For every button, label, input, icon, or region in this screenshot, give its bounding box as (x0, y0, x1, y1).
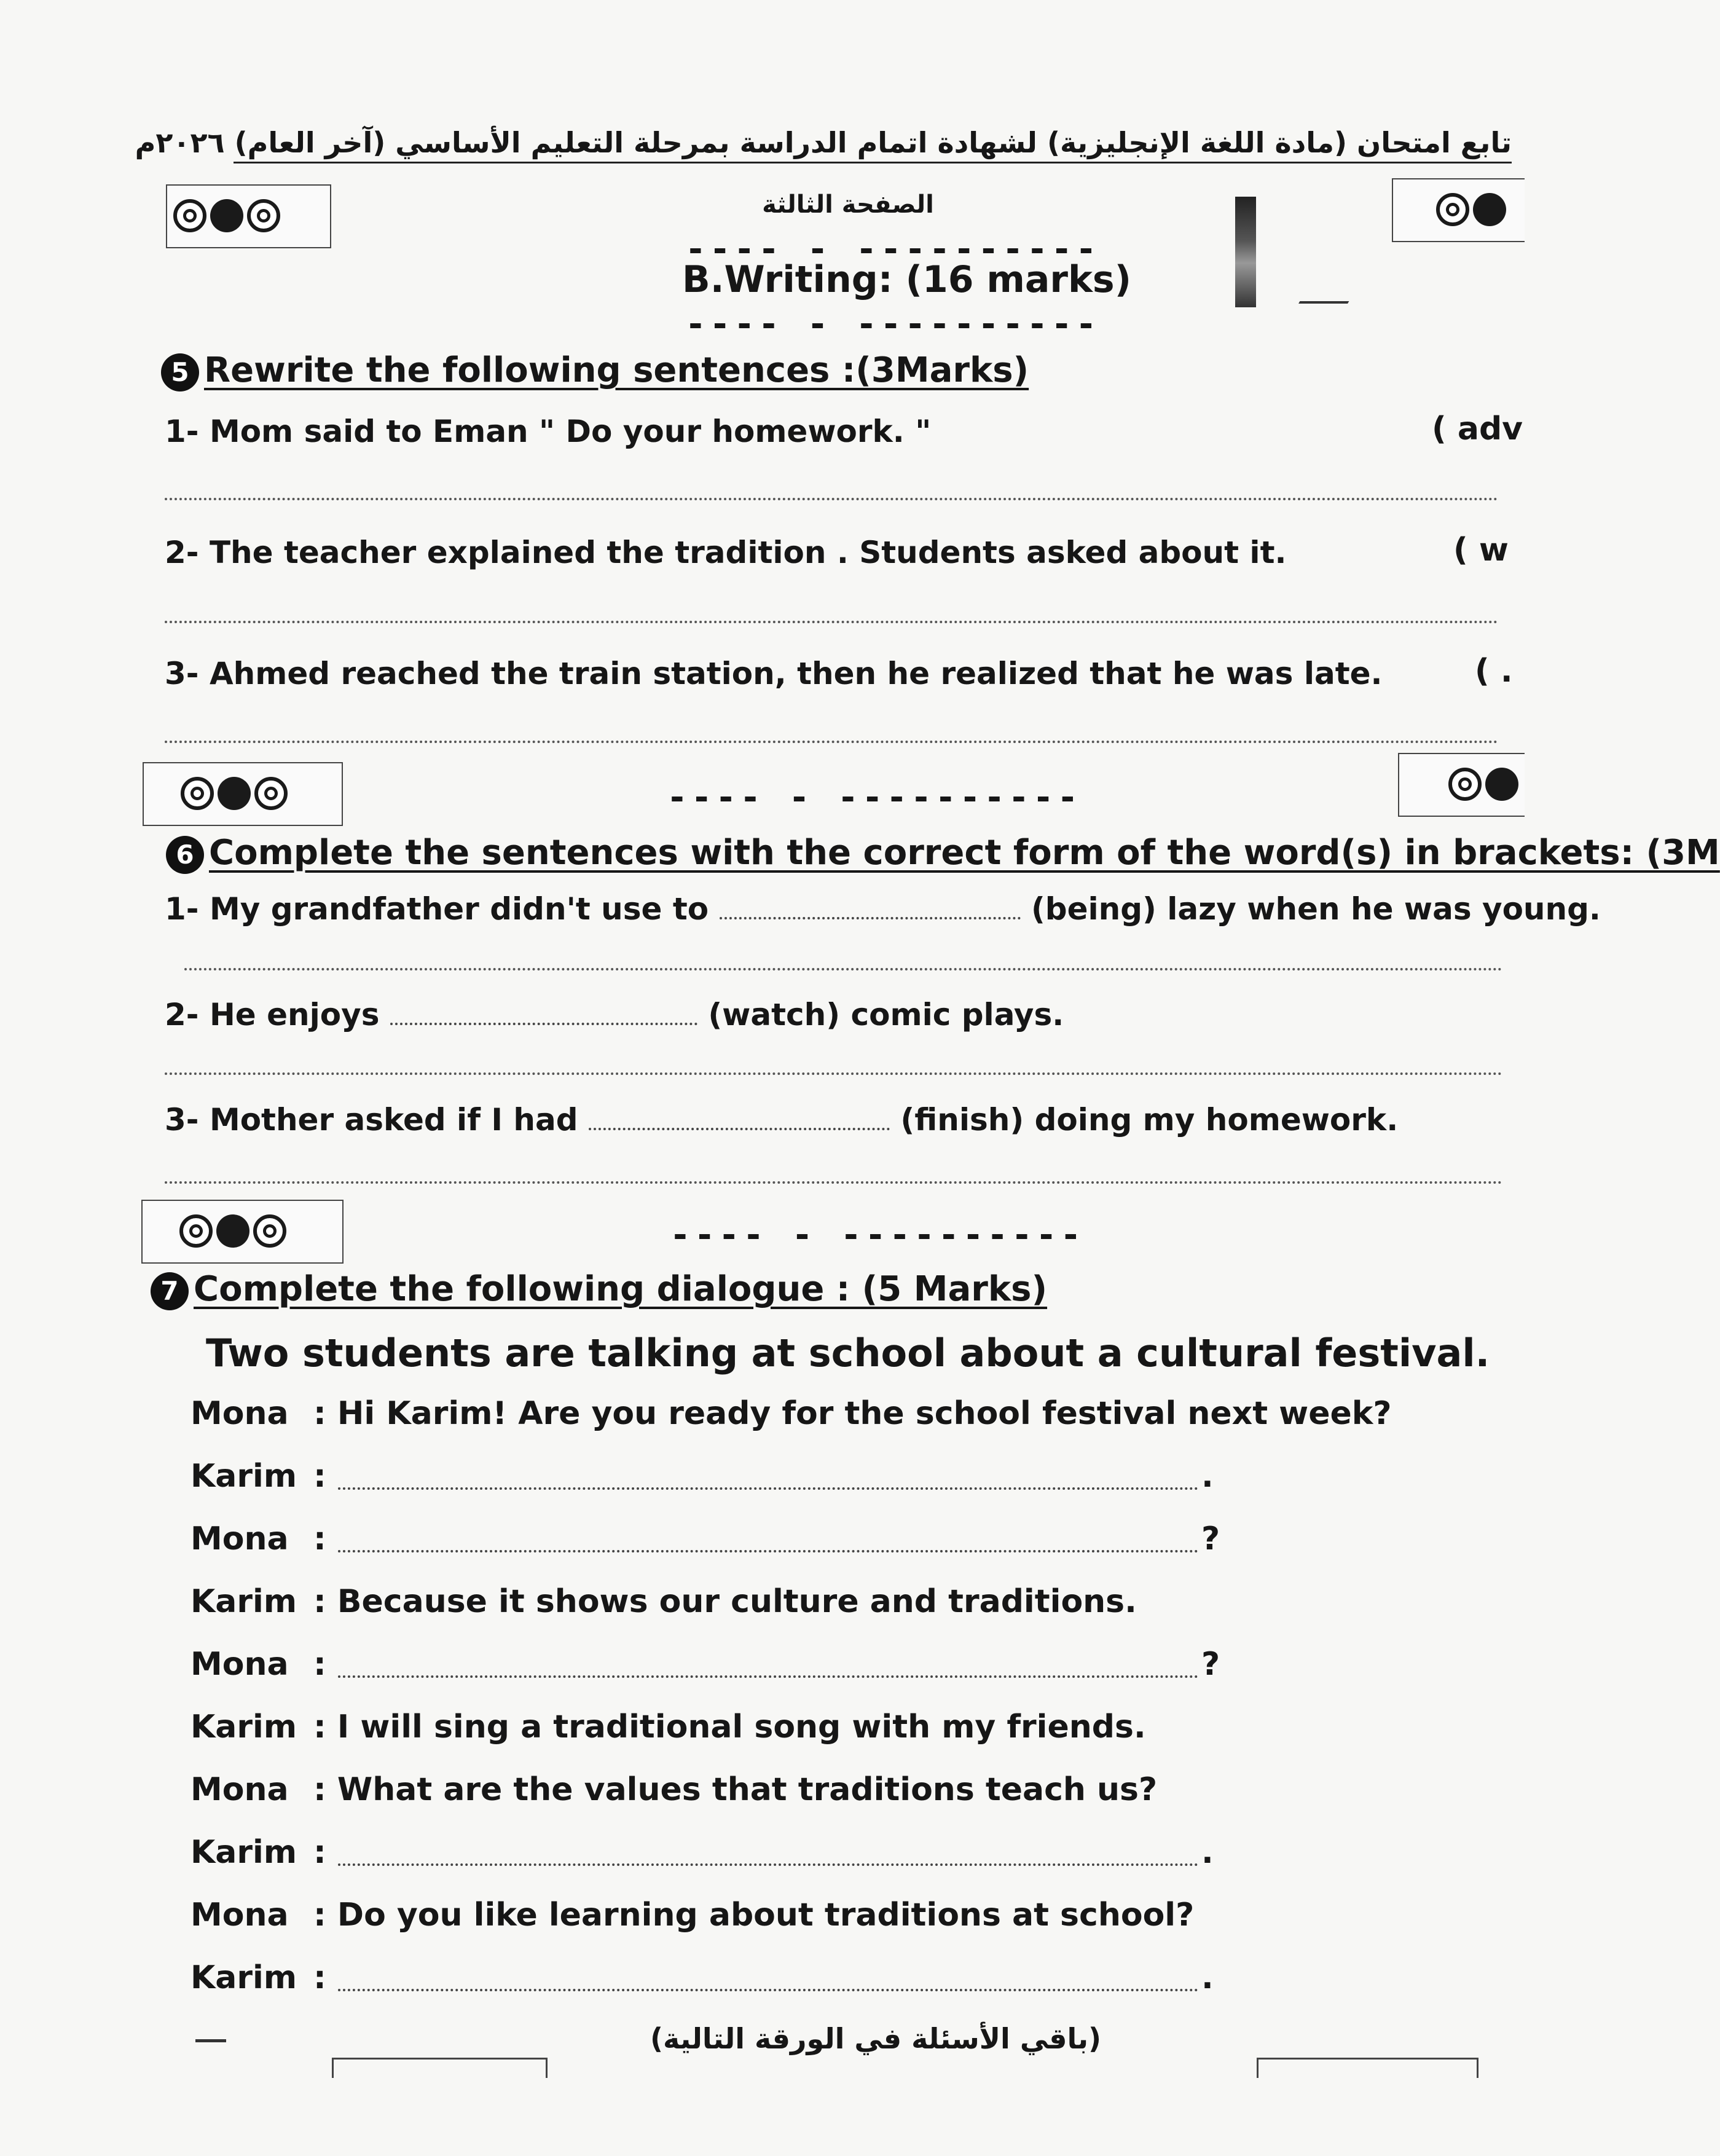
blank-field[interactable] (720, 892, 1021, 919)
dialogue-speaker: Mona (190, 1771, 289, 1808)
section-title: B.Writing: (16 marks) (682, 258, 1132, 301)
q5-item-1: 1- Mom said to Eman " Do your homework. " (165, 414, 932, 449)
footer-note: (باقي الأسئلة في الورقة التالية) (650, 2022, 1102, 2055)
footer-mark-icon (195, 2039, 226, 2048)
answer-line[interactable] (184, 968, 1502, 970)
dialogue-row (190, 1458, 1481, 1521)
score-circle-icon (254, 777, 288, 810)
dialogue-text: : (313, 1959, 326, 1996)
q6-item-3 (165, 1102, 1398, 1138)
question-number-badge: 6 (166, 836, 204, 874)
score-circle-icon (173, 199, 206, 232)
dialogue-speaker: Mona (190, 1521, 289, 1557)
divider-dashes: ---- - ---------- (685, 304, 1101, 344)
answer-line[interactable] (165, 1181, 1502, 1184)
q6-title: Complete the sentences with the correct form of the word(s) in brackets: (3M (209, 833, 1720, 873)
q6-item-1-before: 1- My grandfather didn't use to (165, 891, 709, 927)
dialogue-row (190, 1709, 1481, 1771)
dialogue-text: : Hi Karim! Are you ready for the school festival next week? (313, 1395, 1392, 1432)
footer-box-right (1257, 2058, 1478, 2078)
score-box-top-left (166, 184, 331, 248)
dialogue-text: : (313, 1834, 326, 1871)
dialogue-text: : What are the values that traditions teach us? (313, 1771, 1158, 1808)
dialogue-end-punct: . (1201, 1834, 1214, 1871)
score-box-q6 (141, 1200, 344, 1264)
dialogue-speaker: Mona (190, 1897, 289, 1934)
score-circle-icon (1473, 193, 1506, 226)
q6-item-2-before: 2- He enjoys (165, 997, 380, 1033)
exam-header: تابع امتحان (مادة اللغة الإنجليزية) لشهادة اتمام الدراسة بمرحلة التعليم الأساسي (آخر العام) ٢٠٢٦م (234, 126, 1512, 163)
dialogue-end-punct: . (1201, 1959, 1214, 1996)
answer-line[interactable] (165, 1072, 1502, 1075)
q5-heading (161, 350, 1029, 391)
q5-hint-2: ( w (1453, 532, 1509, 569)
dialogue-speaker: Karim (190, 1458, 297, 1495)
q7-heading (151, 1269, 1047, 1310)
dialogue-blank[interactable] (338, 1550, 1198, 1552)
signature-mark-icon (1298, 289, 1356, 304)
q6-item-3-after: (finish) doing my homework. (900, 1102, 1399, 1138)
question-number-badge: 7 (151, 1272, 189, 1310)
q7-situation: Two students are talking at school about a cultural festival. (206, 1331, 1490, 1375)
score-circle-icon (247, 199, 280, 232)
dialogue-row (190, 1834, 1481, 1897)
q5-item-2: 2- The teacher explained the tradition . Students asked about it. (165, 535, 1287, 570)
dialogue-speaker: Karim (190, 1834, 297, 1871)
q6-item-1-after: (being) lazy when he was young. (1031, 891, 1601, 927)
dialogue-text: : (313, 1646, 326, 1683)
footer-box-left (332, 2058, 548, 2078)
dialogue-text: : Do you like learning about traditions at school? (313, 1897, 1195, 1934)
page-label: الصفحة الثالثة (762, 191, 934, 219)
dialogue-text: : (313, 1521, 326, 1557)
dialogue-blank[interactable] (338, 1989, 1198, 1991)
blank-field[interactable] (589, 1103, 890, 1130)
dialogue-row (190, 1897, 1481, 1959)
q5-hint-3: ( . (1475, 653, 1513, 690)
dialogue-speaker: Karim (190, 1583, 297, 1620)
dialogue-text: : (313, 1458, 326, 1495)
q7-title: Complete the following dialogue : (5 Marks) (194, 1269, 1048, 1309)
q5-item-3: 3- Ahmed reached the train station, then he realized that he was late. (165, 656, 1383, 691)
divider-dashes: ---- - ---------- (685, 229, 1101, 269)
dialogue-end-punct: ? (1201, 1646, 1220, 1683)
dialogue-speaker: Mona (190, 1395, 289, 1432)
q6-item-2 (165, 997, 1064, 1033)
dialogue-row (190, 1521, 1481, 1583)
dialogue-blank[interactable] (338, 1863, 1198, 1866)
score-circle-icon (253, 1214, 286, 1248)
score-box-top-right (1392, 178, 1525, 242)
score-circle-icon (179, 1214, 213, 1248)
score-circle-icon (1436, 193, 1469, 226)
dialogue-blank[interactable] (338, 1487, 1198, 1490)
q5-title: Rewrite the following sentences :(3Marks) (204, 350, 1029, 390)
dialogue-row (190, 1583, 1481, 1646)
score-circle-icon (1448, 768, 1482, 801)
blank-field[interactable] (390, 998, 697, 1025)
q6-item-1 (165, 891, 1601, 927)
question-number-badge: 5 (161, 353, 199, 391)
dialogue-row (190, 1771, 1481, 1834)
score-circle-icon (181, 777, 214, 810)
q6-item-3-before: 3- Mother asked if I had (165, 1102, 578, 1138)
score-circle-icon (218, 777, 251, 810)
dialogue-speaker: Karim (190, 1959, 297, 1996)
divider-dashes: ---- - ---------- (667, 777, 1082, 817)
score-circle-icon (1485, 768, 1518, 801)
dialogue-row (190, 1959, 1481, 2022)
divider-dashes: ---- - ---------- (670, 1215, 1085, 1255)
score-box-q5 (143, 762, 343, 826)
q5-hint-1: ( adv (1432, 411, 1523, 447)
q6-item-2-after: (watch) comic plays. (708, 997, 1064, 1033)
lighthouse-icon (1235, 197, 1256, 307)
dialogue-speaker: Mona (190, 1646, 289, 1683)
dialogue-text: : I will sing a traditional song with my friends. (313, 1709, 1146, 1745)
dialogue-text: : Because it shows our culture and traditions. (313, 1583, 1137, 1620)
answer-line[interactable] (165, 498, 1498, 500)
dialogue-row (190, 1646, 1481, 1709)
dialogue-end-punct: . (1201, 1458, 1214, 1495)
dialogue-end-punct: ? (1201, 1521, 1220, 1557)
answer-line[interactable] (165, 621, 1498, 623)
q6-heading (166, 833, 1720, 874)
score-circle-icon (216, 1214, 249, 1248)
dialogue-speaker: Karim (190, 1709, 297, 1745)
dialogue-blank[interactable] (338, 1675, 1198, 1678)
score-circle-icon (210, 199, 243, 232)
dialogue-row (190, 1395, 1481, 1458)
score-box-q6-right (1398, 753, 1525, 817)
answer-line[interactable] (165, 741, 1498, 743)
